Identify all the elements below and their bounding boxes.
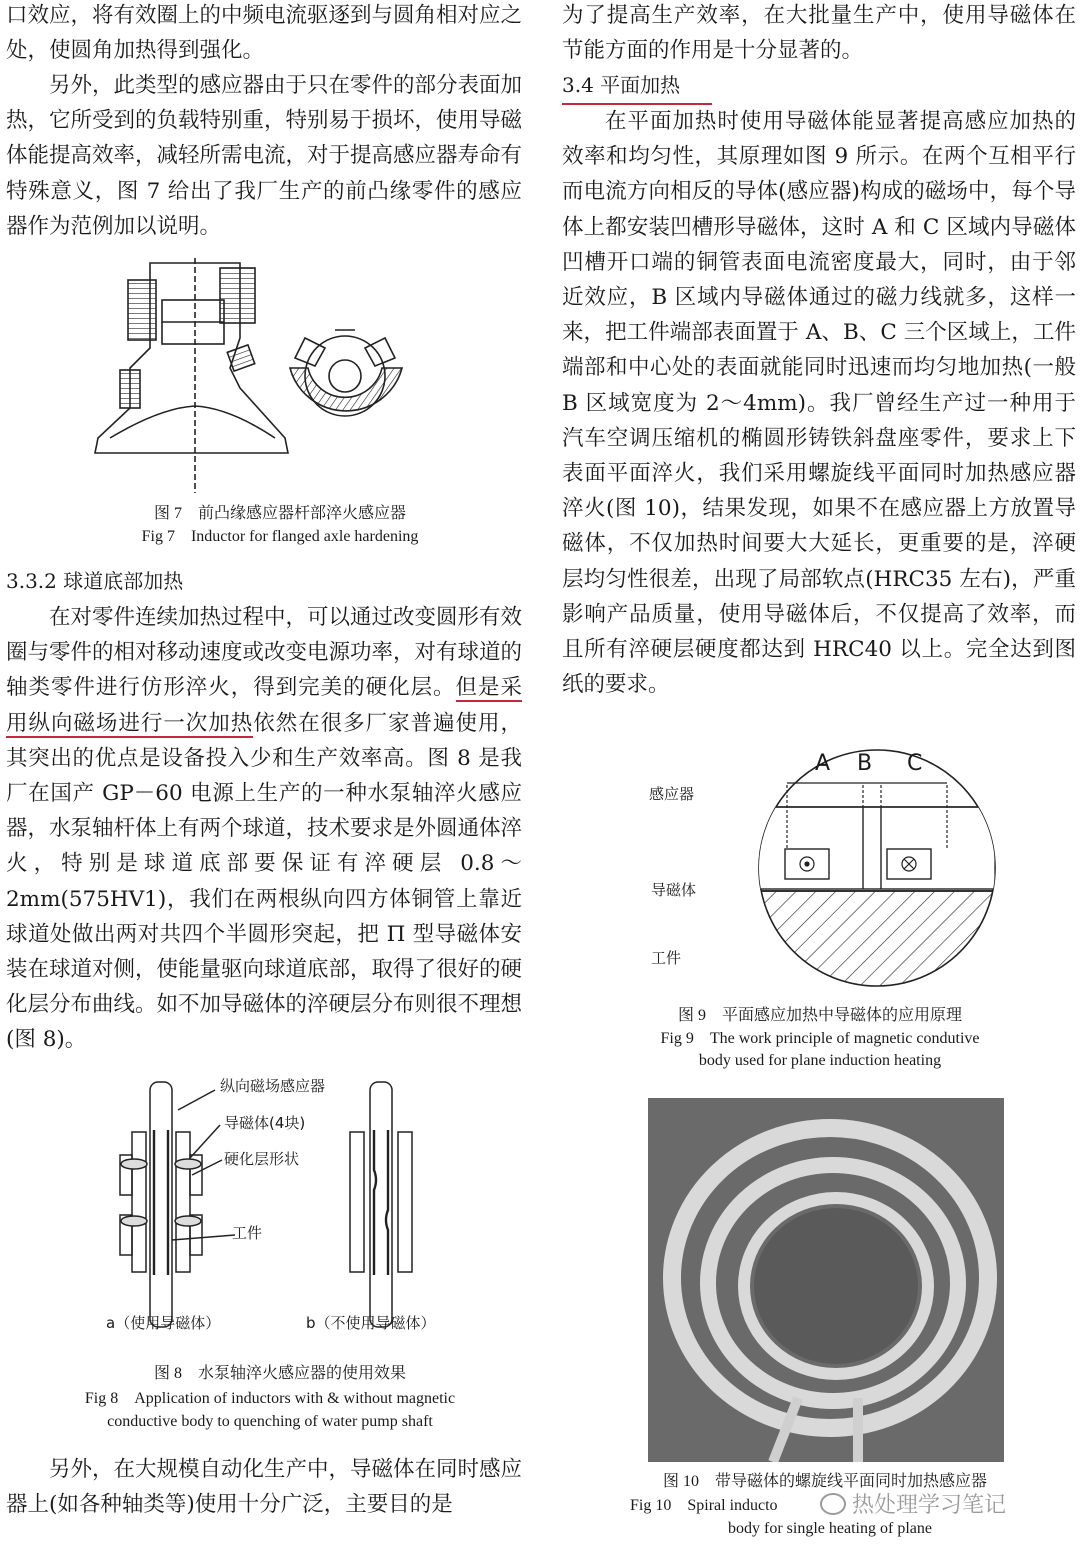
left-paragraph-3 <box>6 600 522 1058</box>
left-paragraph-3-underlined: 但是采用纵向磁场进行一次加热 <box>6 675 522 736</box>
figure-10-photo <box>648 1098 1004 1462</box>
left-paragraph-1: 口效应，将有效圈上的中频电流驱逐到与圆角相对应之处，使圆角加热得到强化。 <box>6 3 523 64</box>
figure-8-label-layer: 硬化层形状 <box>224 1150 300 1168</box>
figure-8-label-magnet: 导磁体(4块) <box>224 1114 306 1132</box>
figure-8-sublabel-a: a（使用导磁体） <box>106 1314 221 1332</box>
right-paragraph-2: 在平面加热时使用导磁体能显著提高感应加热的效率和均匀性，其原理如图 9 所示。在两个互相平行而电流方向相反的导体(感应器)构成的磁场中，每个导体上都安装凹槽形导磁体，这时 A 和 C 区域内导磁体凹槽开口端的铜管表面电流密度最大，同时，由于邻近效应，B 区域内导磁体通过的磁力线就多，这样一来，把工件端部表面置于 A、B、C 三个区域上，工件端部和中心处的表面就能同时迅速而均匀地加热(一般 B 区域宽度为 2～4mm)。我厂曾经生产过一种用于汽车空调压缩机的椭圆形铸铁斜盘座零件，要求上下表面平面淬火，我们采用螺旋线平面同时加热感应器淬火(图 10)，结果发现，如果不在感应器上方放置导磁体，不仅加热时间要大大延长，更重要的是，淬硬层均匀性很差，出现了局部软点(HRC35 左右)，严重影响产品质量，使用导磁体后，不仅提高了效率，而且所有淬硬层硬度都达到 HRC40 以上。完全达到图纸的要求。 <box>562 109 1076 698</box>
figure-8 <box>100 1070 480 1340</box>
figure-10-caption-en-2: body for single heating of plane <box>728 1520 932 1537</box>
figure-9-drawing <box>645 745 1015 1005</box>
figure-8-caption-en-1: Fig 8 Application of inductors with & without magnetic <box>84 1390 456 1407</box>
figure-9-caption-cn: 图 9 平面感应加热中导磁体的应用原理 <box>677 1007 962 1024</box>
figure-9-caption-en-2: body used for plane induction heating <box>698 1052 942 1069</box>
figure-7 <box>90 258 450 498</box>
figure-8-sublabel-b: b（不使用导磁体） <box>306 1314 436 1332</box>
figure-10-caption-cn: 图 10 带导磁体的螺旋线平面同时加热感应器 <box>662 1473 987 1490</box>
figure-7-caption-en: Fig 7 Inductor for flanged axle hardening <box>141 528 419 545</box>
left-paragraph-4: 另外，在大规模自动化生产中，导磁体在同时感应器上(如各种轴类等)使用十分广泛，主要目的是 <box>6 1457 523 1518</box>
spiral-inductor-image <box>648 1098 1004 1462</box>
watermark <box>820 1488 1006 1519</box>
figure-9-zone-b: B <box>857 751 873 776</box>
section-3-3-2-heading: 3.3.2 球道底部加热 <box>6 569 184 593</box>
figure-8-caption-en-2: conductive body to quenching of water pump shaft <box>107 1413 433 1430</box>
figure-9 <box>645 745 1015 1005</box>
figure-9-label-work: 工件 <box>651 949 682 967</box>
watermark-text: 热处理学习笔记 <box>852 1493 1007 1518</box>
left-paragraph-2: 另外，此类型的感应器由于只在零件的部分表面加热，它所受到的负载特别重，特别易于损坏，使用导磁体能提高效率，减轻所需电流，对于提高感应器寿命有特殊意义，图 7 给出了我厂生产的前凸缘零件的感应器作为范例加以说明。 <box>6 73 523 239</box>
figure-7-drawing <box>90 258 450 498</box>
figure-8-label-work: 工件 <box>232 1224 263 1242</box>
wechat-icon <box>820 1493 846 1515</box>
figure-7-caption-cn: 图 7 前凸缘感应器杆部淬火感应器 <box>153 505 406 522</box>
figure-9-label-magnet: 导磁体 <box>651 881 697 899</box>
right-paragraph-1: 为了提高生产效率，在大批量生产中，使用导磁体在节能方面的作用是十分显著的。 <box>562 3 1076 64</box>
figure-8-drawing <box>100 1070 480 1340</box>
figure-8-caption-cn: 图 8 水泵轴淬火感应器的使用效果 <box>153 1365 406 1382</box>
figure-8-label-inductor: 纵向磁场感应器 <box>220 1077 326 1095</box>
figure-9-zone-a: A <box>815 751 831 776</box>
figure-9-label-inductor: 感应器 <box>649 785 695 803</box>
section-3-4-heading: 3.4 平面加热 <box>562 68 712 105</box>
figure-10-caption-en-1: Fig 10 Spiral inducto <box>630 1497 778 1514</box>
left-paragraph-3-part-a: 在对零件连续加热过程中，可以通过改变圆形有效圈与零件的相对移动速度或改变电源功率，对有球道的轴类零件进行仿形淬火，得到完美的硬化层。 <box>6 605 523 701</box>
left-paragraph-3-part-c: 依然在很多厂家普遍使用，其突出的优点是设备投入少和生产效率高。图 8 是我厂在国产 GP－60 电源上生产的一种水泵轴淬火感应器，水泵轴杆体上有两个球道，技术要求是外圆通体淬火，特别是球道底部要保证有淬硬层 0.8～2mm(575HV1)，我们在两根纵向四方体铜管上靠近球道处做出两对共四个半圆形突起，把 Π 型导磁体安装在球道对侧，使能量驱向球道底部，取得了很好的硬化层分布曲线。如不加导磁体的淬硬层分布则很不理想(图 8)。 <box>6 710 523 1053</box>
figure-9-zone-c: C <box>907 751 923 776</box>
figure-9-caption-en-1: Fig 9 The work principle of magnetic condutive <box>660 1030 980 1047</box>
